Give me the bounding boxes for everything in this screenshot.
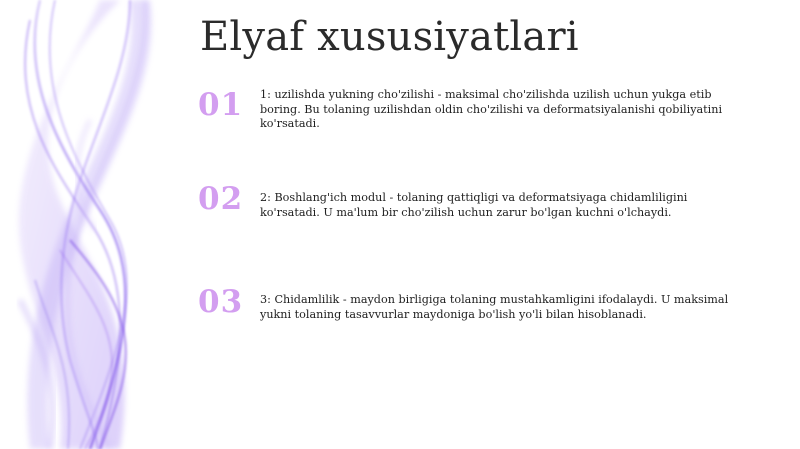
item-number: 01 bbox=[198, 87, 244, 123]
slide-title: Elyaf xususiyatlari bbox=[200, 14, 579, 60]
item-number: 03 bbox=[198, 284, 244, 320]
item-number: 02 bbox=[198, 181, 244, 217]
item-text: 3: Chidamlilik - maydon birligiga tolaning mustahkamligini ifodalaydi. U maksimal yukni tolaning tasavvurlar maydoniga bo'lish yo'li bilan hisoblanadi. bbox=[260, 293, 729, 321]
item-text: 2: Boshlang'ich modul - tolaning qattiqligi va deformatsiyaga chidamliligini ko'rsatadi. U ma'lum bir cho'zilish uchun zarur bo'lgan kuchni o'lchaydi. bbox=[260, 191, 688, 219]
item-text: 1: uzilishda yukning cho'zilishi - maksimal cho'zilishda uzilish uchun yukga etib boring. Bu tolaning uzilishdan oldin cho'zilishi va deformatsiyalanishi qobiliyatini ko'rsatadi. bbox=[260, 88, 723, 131]
smoke-wave-decoration bbox=[0, 0, 170, 449]
